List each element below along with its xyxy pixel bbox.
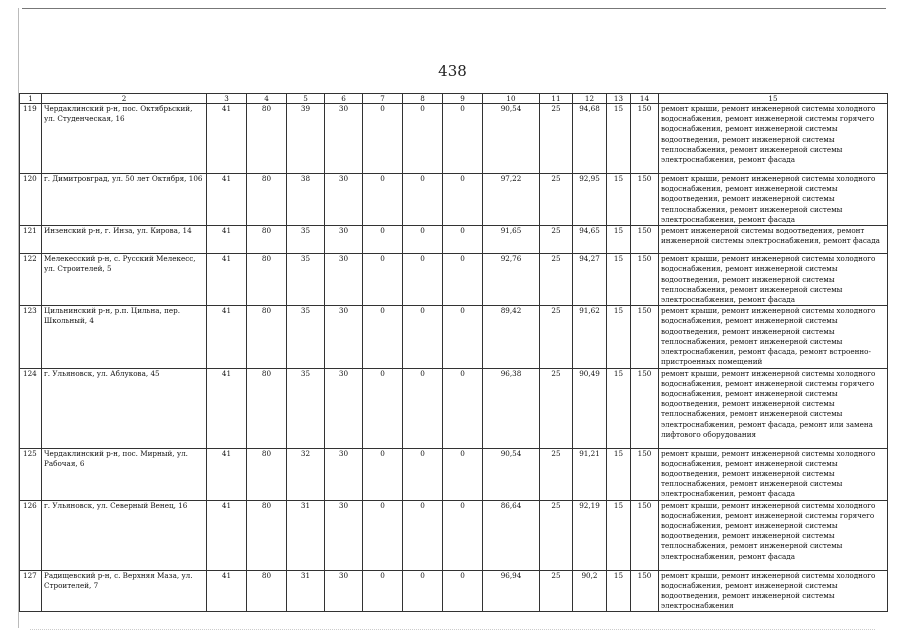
table-cell: 80 [247, 226, 287, 254]
table-cell: 0 [403, 226, 443, 254]
page-top-border [22, 8, 886, 9]
table-cell: 39 [287, 104, 325, 174]
table-cell: 15 [607, 306, 631, 368]
table-cell: 15 [607, 226, 631, 254]
column-header: 13 [607, 94, 631, 104]
table-cell: Мелекесский р-н, с. Русский Мелекесс, ул. Строителей, 5 [42, 254, 207, 306]
table-cell: 0 [403, 570, 443, 612]
table-cell: ремонт крыши, ремонт инженерной системы холодного водоснабжения, ремонт инженерной системы горячего водоснабжения, ремонт инженерной системы водоотведения, ремонт инженерной системы теплоснабжения, ремонт инженерной системы электроснабжения, ремонт фасада [659, 104, 888, 174]
table-cell: 0 [403, 174, 443, 226]
table-cell: 41 [207, 570, 247, 612]
table-cell: 150 [631, 254, 659, 306]
table-cell: 30 [325, 104, 363, 174]
table-cell: 25 [540, 448, 573, 500]
repair-register-table [19, 93, 888, 612]
column-header: 6 [325, 94, 363, 104]
table-cell: 15 [607, 500, 631, 570]
table-row [20, 174, 888, 226]
table-cell: 0 [363, 570, 403, 612]
table-row [20, 254, 888, 306]
column-header: 1 [20, 94, 42, 104]
table-cell: 0 [443, 174, 483, 226]
table-cell: г. Ульяновск, ул. Северный Венец, 16 [42, 500, 207, 570]
table-cell: 25 [540, 174, 573, 226]
table-cell: 15 [607, 368, 631, 448]
table-cell: 41 [207, 500, 247, 570]
table-cell: 31 [287, 570, 325, 612]
table-cell: 41 [207, 226, 247, 254]
table-cell: 25 [540, 306, 573, 368]
table-cell: ремонт инженерной системы водоотведения, ремонт инженерной системы электроснабжения, ремонт фасада [659, 226, 888, 254]
table-cell: 91,21 [573, 448, 607, 500]
table-cell: 0 [443, 226, 483, 254]
table-cell: 124 [20, 368, 42, 448]
table-cell: 80 [247, 174, 287, 226]
table-cell: 41 [207, 254, 247, 306]
table-cell: 0 [363, 306, 403, 368]
table-cell: 35 [287, 368, 325, 448]
table-cell: Чердаклинский р-н, пос. Октябрьский, ул. Студенческая, 16 [42, 104, 207, 174]
table-cell: 38 [287, 174, 325, 226]
table-cell: 80 [247, 368, 287, 448]
table-cell: 92,95 [573, 174, 607, 226]
table-cell: 30 [325, 174, 363, 226]
table-cell: 25 [540, 368, 573, 448]
table-cell: 80 [247, 254, 287, 306]
table-cell: 35 [287, 306, 325, 368]
column-header: 5 [287, 94, 325, 104]
table-cell: ремонт крыши, ремонт инженерной системы холодного водоснабжения, ремонт инженерной системы водоотведения, ремонт инженерной системы теплоснабжения, ремонт инженерной системы электроснабжения, ремонт фасада [659, 448, 888, 500]
table-row [20, 368, 888, 448]
table-cell: 30 [325, 226, 363, 254]
table-cell: 150 [631, 104, 659, 174]
table-cell: 15 [607, 448, 631, 500]
table-cell: 0 [443, 448, 483, 500]
table-cell: 0 [443, 254, 483, 306]
table-cell: 25 [540, 254, 573, 306]
table-cell: 25 [540, 104, 573, 174]
table-cell: 80 [247, 570, 287, 612]
table-cell: 96,38 [483, 368, 540, 448]
table-cell: 32 [287, 448, 325, 500]
table-cell: 89,42 [483, 306, 540, 368]
table-cell: 94,65 [573, 226, 607, 254]
table-cell: 150 [631, 500, 659, 570]
table-cell: 0 [403, 448, 443, 500]
table-row [20, 226, 888, 254]
table-cell: 0 [403, 104, 443, 174]
table-cell: Инзенский р-н, г. Инза, ул. Кирова, 14 [42, 226, 207, 254]
table-cell: 25 [540, 570, 573, 612]
table-row [20, 448, 888, 500]
table-cell: 150 [631, 174, 659, 226]
table-cell: ремонт крыши, ремонт инженерной системы холодного водоснабжения, ремонт инженерной системы водоотведения, ремонт инженерной системы теплоснабжения, ремонт инженерной системы электроснабжения, ремонт фасада [659, 254, 888, 306]
table-cell: 94,27 [573, 254, 607, 306]
table-cell: 30 [325, 570, 363, 612]
table-cell: 150 [631, 448, 659, 500]
column-header: 12 [573, 94, 607, 104]
column-header: 14 [631, 94, 659, 104]
column-header: 2 [42, 94, 207, 104]
table-cell: 91,65 [483, 226, 540, 254]
table-cell: 0 [403, 254, 443, 306]
table-cell: 0 [363, 104, 403, 174]
table-cell: 35 [287, 254, 325, 306]
column-header: 10 [483, 94, 540, 104]
table-cell: 90,54 [483, 104, 540, 174]
table-cell: 0 [403, 306, 443, 368]
table-cell: 41 [207, 306, 247, 368]
table-cell: 0 [443, 306, 483, 368]
column-header: 3 [207, 94, 247, 104]
table-cell: 96,94 [483, 570, 540, 612]
table-cell: 30 [325, 500, 363, 570]
table-cell: г. Димитровград, ул. 50 лет Октября, 106 [42, 174, 207, 226]
table-cell: 80 [247, 448, 287, 500]
table-cell: Чердаклинский р-н, пос. Мирный, ул. Рабочая, 6 [42, 448, 207, 500]
table-cell: 0 [363, 226, 403, 254]
table-cell: Радищевский р-н, с. Верхняя Маза, ул. Строителей, 7 [42, 570, 207, 612]
table-cell: 150 [631, 306, 659, 368]
table-cell: 0 [363, 368, 403, 448]
table-cell: 30 [325, 254, 363, 306]
page-number: 438 [438, 62, 467, 80]
scan-noise [30, 629, 875, 632]
table-cell: 150 [631, 570, 659, 612]
table-cell: 35 [287, 226, 325, 254]
table-cell: 0 [443, 368, 483, 448]
table-cell: 0 [443, 104, 483, 174]
table-cell: 41 [207, 104, 247, 174]
table-cell: 121 [20, 226, 42, 254]
table-row [20, 570, 888, 612]
column-header: 9 [443, 94, 483, 104]
table-cell: 0 [363, 500, 403, 570]
table-row [20, 104, 888, 174]
table-cell: 127 [20, 570, 42, 612]
table-cell: 119 [20, 104, 42, 174]
column-header: 8 [403, 94, 443, 104]
column-header: 7 [363, 94, 403, 104]
table-cell: 31 [287, 500, 325, 570]
table-cell: 86,64 [483, 500, 540, 570]
table-cell: 0 [443, 500, 483, 570]
table-row [20, 500, 888, 570]
table-cell: 80 [247, 104, 287, 174]
table-cell: 150 [631, 226, 659, 254]
table-cell: 126 [20, 500, 42, 570]
table-cell: 0 [403, 368, 443, 448]
table-cell: ремонт крыши, ремонт инженерной системы холодного водоснабжения, ремонт инженерной системы водоотведения, ремонт инженерной системы теплоснабжения, ремонт инженерной системы электроснабжения, ремонт фасада, ремонт встроенно-пристроенных помещений [659, 306, 888, 368]
table-cell: 30 [325, 448, 363, 500]
table-cell: 125 [20, 448, 42, 500]
table-cell: Цильнинский р-н, р.п. Цильна, пер. Школьный, 4 [42, 306, 207, 368]
table-cell: 123 [20, 306, 42, 368]
table-row [20, 306, 888, 368]
table-cell: 15 [607, 174, 631, 226]
table-cell: 15 [607, 570, 631, 612]
table-cell: 25 [540, 226, 573, 254]
table-cell: 41 [207, 448, 247, 500]
table-cell: 90,54 [483, 448, 540, 500]
table-cell: 30 [325, 368, 363, 448]
table-cell: 94,68 [573, 104, 607, 174]
table-cell: 122 [20, 254, 42, 306]
table-cell: 90,49 [573, 368, 607, 448]
table-cell: 90,2 [573, 570, 607, 612]
table-cell: 91,62 [573, 306, 607, 368]
table-cell: ремонт крыши, ремонт инженерной системы холодного водоснабжения, ремонт инженерной системы горячего водоснабжения, ремонт инженерной системы водоотведения, ремонт инженерной системы теплоснабжения, ремонт инженерной системы электроснабжения, ремонт фасада [659, 500, 888, 570]
table-cell: 80 [247, 500, 287, 570]
table-cell: 41 [207, 368, 247, 448]
table-cell: 30 [325, 306, 363, 368]
table-cell: ремонт крыши, ремонт инженерной системы холодного водоснабжения, ремонт инженерной системы водоотведения, ремонт инженерной системы теплоснабжения, ремонт инженерной системы электроснабжения, ремонт фасада [659, 174, 888, 226]
table-cell: 120 [20, 174, 42, 226]
table-cell: 0 [363, 254, 403, 306]
table-cell: 0 [363, 448, 403, 500]
table-cell: 15 [607, 254, 631, 306]
table-cell: 80 [247, 306, 287, 368]
table-cell: ремонт крыши, ремонт инженерной системы холодного водоснабжения, ремонт инженерной системы водоотведения, ремонт инженерной системы электроснабжения [659, 570, 888, 612]
table-cell: 15 [607, 104, 631, 174]
table-cell: 0 [443, 570, 483, 612]
table-cell: 97,22 [483, 174, 540, 226]
table-header-row [20, 94, 888, 104]
table-cell: г. Ульяновск, ул. Аблукова, 45 [42, 368, 207, 448]
column-header: 15 [659, 94, 888, 104]
table-cell: 92,19 [573, 500, 607, 570]
table-cell: ремонт крыши, ремонт инженерной системы холодного водоснабжения, ремонт инженерной системы горячего водоснабжения, ремонт инженерной системы водоотведения, ремонт инженерной системы теплоснабжения, ремонт инженерной системы электроснабжения, ремонт фасада, ремонт или замена лифтового оборудования [659, 368, 888, 448]
table-cell: 92,76 [483, 254, 540, 306]
table-cell: 150 [631, 368, 659, 448]
column-header: 4 [247, 94, 287, 104]
column-header: 11 [540, 94, 573, 104]
table-cell: 41 [207, 174, 247, 226]
table-cell: 0 [363, 174, 403, 226]
table-cell: 0 [403, 500, 443, 570]
table-cell: 25 [540, 500, 573, 570]
